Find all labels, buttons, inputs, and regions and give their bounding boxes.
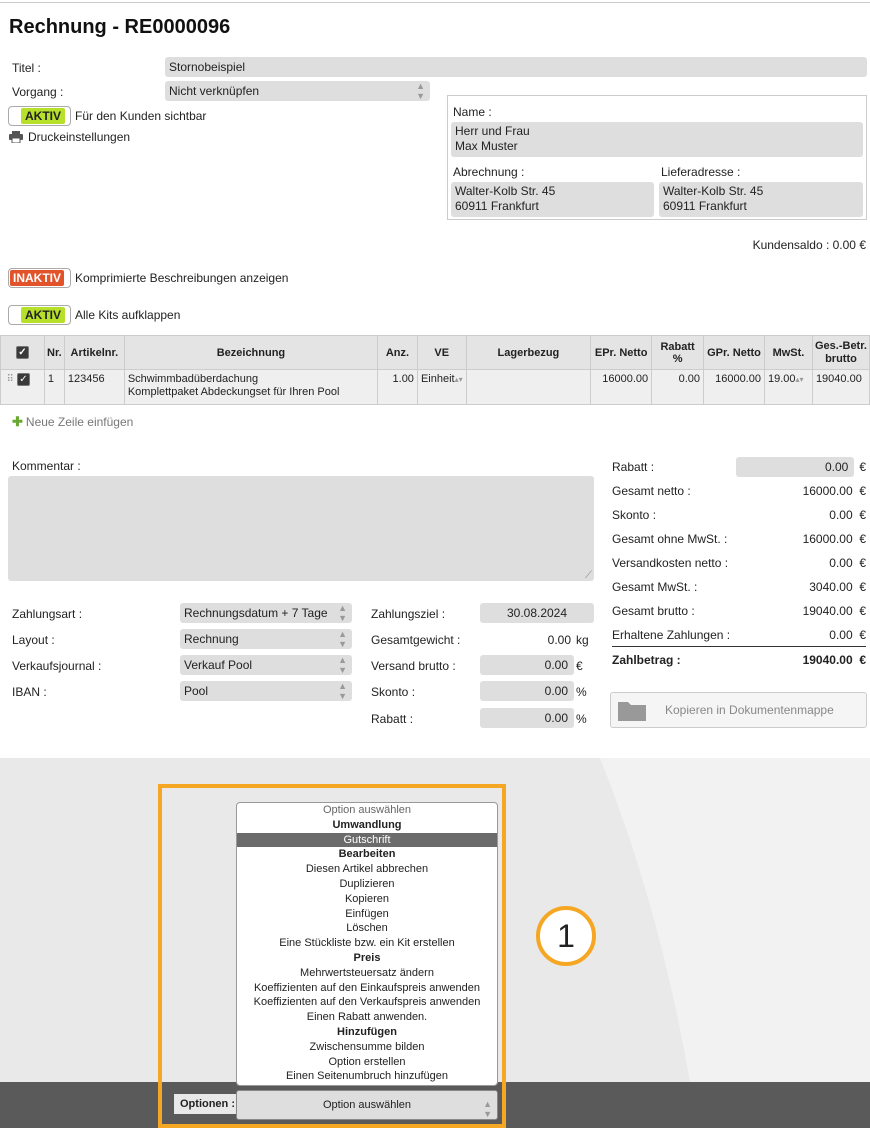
kits-toggle[interactable] [8,305,71,325]
total-value: 0.00 [829,556,853,570]
currency: € [859,556,866,570]
skonto-input[interactable]: 0.00 [480,681,574,701]
abrechnung-label: Abrechnung : [453,165,525,179]
options-label: Optionen : [174,1094,241,1114]
select-arrows-icon: ▲ ▼ [338,655,347,675]
select-arrows-icon: ▲ ▼ [338,629,347,649]
layout-label: Layout : [12,633,55,647]
total-rabatt-row [612,455,866,479]
total-value: 0.00 [829,627,853,642]
currency: € [859,484,866,498]
select-arrows-icon: ▲ ▼ [483,1099,492,1119]
folder-icon [617,698,647,722]
menu-group-header: Umwandlung [332,818,402,831]
drag-handle-icon[interactable]: ⠿ [6,374,14,385]
cell-mwst[interactable] [764,370,812,405]
gewicht-value: 0.00 [547,633,571,647]
total-row [612,479,866,503]
ve-value: Einheit [420,373,455,385]
liefer-line1: Walter-Kolb Str. 45 [663,184,764,198]
total-row [612,623,866,647]
menu-group-header: Bearbeiten [338,848,396,861]
options-selected-value: Option auswählen [322,1099,412,1111]
table-row[interactable] [1,370,870,405]
menu-item[interactable]: Option erstellen [328,1055,406,1068]
vorgang-value: Nicht verknüpfen [169,84,260,98]
menu-item[interactable]: Einen Seitenumbruch hinzufügen [285,1070,449,1083]
menu-group-header: Preis [353,951,381,964]
vorgang-select[interactable] [165,81,430,101]
cell-nr: 1 [44,370,64,405]
komprimiert-label: Komprimierte Beschreibungen anzeigen [75,271,289,285]
journal-select[interactable] [180,655,352,675]
vorgang-label: Vorgang : [12,85,64,99]
menu-item[interactable]: Duplizieren [339,877,395,890]
sichtbar-label: Für den Kunden sichtbar [75,109,207,123]
select-arrows-icon: ▴▾ [454,375,463,384]
total-row [612,551,866,575]
total-value: 16000.00 [802,484,853,498]
total-label: Gesamt brutto : [612,604,695,618]
versand-label: Versand brutto : [371,659,456,673]
table-header-row [1,336,870,370]
total-row [612,503,866,527]
col-header: GPr. Netto [704,336,765,370]
name-line2: Max Muster [455,139,518,153]
page-title: Rechnung - RE0000096 [9,16,231,38]
checkbox-checked-icon[interactable]: ✓ [16,346,29,359]
journal-label: Verkaufsjournal : [12,659,102,673]
iban-value: Pool [184,684,209,698]
currency: € [859,460,866,474]
abrechnung-line2: 60911 Frankfurt [455,199,539,213]
titel-label: Titel : [12,61,41,75]
currency: € [859,653,866,667]
name-field [451,122,863,157]
druck-label: Druckeinstellungen [28,130,131,144]
rabatt-label: Rabatt : [371,712,414,726]
printer-icon [9,131,23,143]
col-header: Bezeichnung [124,336,377,370]
bez-line1: Schwimmbadüberdachung [127,373,259,385]
cell-artikelnr: 123456 [64,370,124,405]
checkbox-checked-icon[interactable]: ✓ [17,373,30,386]
kundensaldo: Kundensaldo : 0.00 € [752,238,866,252]
menu-item[interactable]: Gutschrift [237,833,497,848]
total-label: Gesamt netto : [612,484,691,498]
add-row-button[interactable] [12,414,133,430]
total-label: Gesamt ohne MwSt. : [612,532,728,546]
cell-gpr: 16000.00 [704,370,765,405]
gewicht-unit: kg [576,633,589,647]
versand-unit: € [576,659,583,673]
col-header: Artikelnr. [64,336,124,370]
copy-to-folder-button[interactable] [610,692,867,728]
resize-handle-icon[interactable]: ⟋ [585,570,592,581]
layout-select[interactable] [180,629,352,649]
cell-anz[interactable]: 1.00 [378,370,418,405]
total-value: 3040.00 [809,580,853,594]
menu-group-header: Hinzufügen [337,1025,397,1038]
total-value: 19040.00 [802,604,853,618]
versand-input[interactable]: 0.00 [480,655,574,675]
currency: € [859,532,866,546]
col-header: EPr. Netto [591,336,652,370]
menu-item[interactable]: Einfügen [345,907,389,920]
row-select[interactable] [1,370,45,405]
col-header: VE [417,336,466,370]
rabatt-unit: % [576,712,587,726]
komprimiert-toggle[interactable] [8,268,71,288]
abrechnung-line1: Walter-Kolb Str. 45 [455,184,556,198]
gewicht-label: Gesamtgewicht : [371,633,461,647]
total-value: 19040.00 [802,653,853,667]
bez-line2: Komplettpaket Abdeckungset für Ihren Pool [127,386,340,398]
totals-panel [612,455,868,673]
total-label: Versandkosten netto : [612,556,729,570]
total-row [612,575,866,599]
currency: € [859,580,866,594]
highlight-callout-box [158,784,506,1128]
abrechnung-field [451,182,654,217]
iban-label: IBAN : [12,685,47,699]
add-row-label: Neue Zeile einfügen [25,415,134,429]
total-row [612,527,866,551]
cell-lager[interactable] [466,370,591,405]
cell-bezeichnung[interactable] [124,370,377,405]
col-header: Lagerbezug [466,336,591,370]
sichtbar-toggle[interactable] [8,106,71,126]
toggle-state: AKTIV [21,108,65,124]
col-header: Anz. [378,336,418,370]
kits-label: Alle Kits aufklappen [75,308,181,322]
total-label: Zahlbetrag : [612,653,681,667]
liefer-field [659,182,863,217]
menu-item[interactable]: Mehrwertsteuersatz ändern [300,966,434,979]
total-label: Gesamt MwSt. : [612,580,698,594]
name-label: Name : [453,105,492,119]
total-rabatt-input[interactable]: 0.00 [736,457,854,477]
top-divider [0,2,870,3]
ziel-input[interactable]: 30.08.2024 [480,603,594,623]
iban-select[interactable] [180,681,352,701]
total-value: 0.00 [829,508,853,522]
kommentar-label: Kommentar : [12,459,81,473]
skonto-unit: % [576,685,587,699]
cell-rabatt[interactable]: 0.00 [652,370,704,405]
items-table [0,335,870,405]
cell-ve[interactable] [417,370,466,405]
menu-item[interactable]: Diesen Artikel abbrechen [305,863,429,876]
journal-value: Verkauf Pool [184,658,253,672]
rabatt-input[interactable]: 0.00 [480,708,574,728]
currency: € [859,604,866,618]
select-arrows-icon: ▲ ▼ [416,81,425,101]
callout-number-badge: 1 [536,906,596,966]
toggle-state: AKTIV [21,307,65,323]
titel-input[interactable]: Stornobeispiel [165,57,867,77]
menu-item[interactable]: Zwischensumme bilden [309,1040,425,1053]
name-line1: Herr und Frau [455,124,530,138]
layout-value: Rechnung [184,632,239,646]
menu-item[interactable]: Löschen [346,922,388,935]
total-row [612,599,866,623]
total-label: Skonto : [612,508,657,522]
liefer-line2: 60911 Frankfurt [663,199,747,213]
toggle-state: INAKTIV [10,270,64,286]
header-select-all[interactable] [1,336,45,370]
zahlungsart-label: Zahlungsart : [12,607,83,621]
druck-link[interactable] [9,130,130,144]
cell-epr[interactable]: 16000.00 [591,370,652,405]
address-box [447,95,867,220]
zahlungsart-value: Rechnungsdatum + 7 Tage [184,606,328,620]
col-header: Ges.-Betr. brutto [812,336,869,370]
col-header: Nr. [44,336,64,370]
liefer-label: Lieferadresse : [661,165,741,179]
menu-item[interactable]: Option auswählen [322,804,412,816]
total-label: Erhaltene Zahlungen : [612,627,731,642]
menu-item[interactable]: Koeffizienten auf den Verkaufspreis anwenden [253,996,481,1009]
menu-item[interactable]: Koeffizienten auf den Einkaufspreis anwenden [253,981,481,994]
col-header: Rabatt % [652,336,704,370]
zahlungsart-select[interactable] [180,603,352,623]
select-arrows-icon: ▴▾ [795,375,804,384]
total-value: 16000.00 [802,532,853,546]
currency: € [859,627,866,642]
menu-item[interactable]: Kopieren [344,892,390,905]
currency: € [859,508,866,522]
select-arrows-icon: ▲ ▼ [338,603,347,623]
menu-item[interactable]: Einen Rabatt anwenden. [306,1011,428,1024]
cell-brutto: 19040.00 [812,370,869,405]
copy-button-label: Kopieren in Dokumentenmappe [665,703,834,717]
select-arrows-icon: ▲ ▼ [338,681,347,701]
total-label: Rabatt : [612,460,655,474]
mwst-value: 19.00 [767,373,796,385]
menu-item[interactable]: Eine Stückliste bzw. ein Kit erstellen [279,937,455,950]
skonto-label: Skonto : [371,685,416,699]
kommentar-textarea[interactable] [8,476,594,581]
zahlbetrag-row [612,647,866,673]
col-header: MwSt. [764,336,812,370]
plus-icon: ✚ [12,414,23,429]
ziel-label: Zahlungsziel : [371,607,446,621]
